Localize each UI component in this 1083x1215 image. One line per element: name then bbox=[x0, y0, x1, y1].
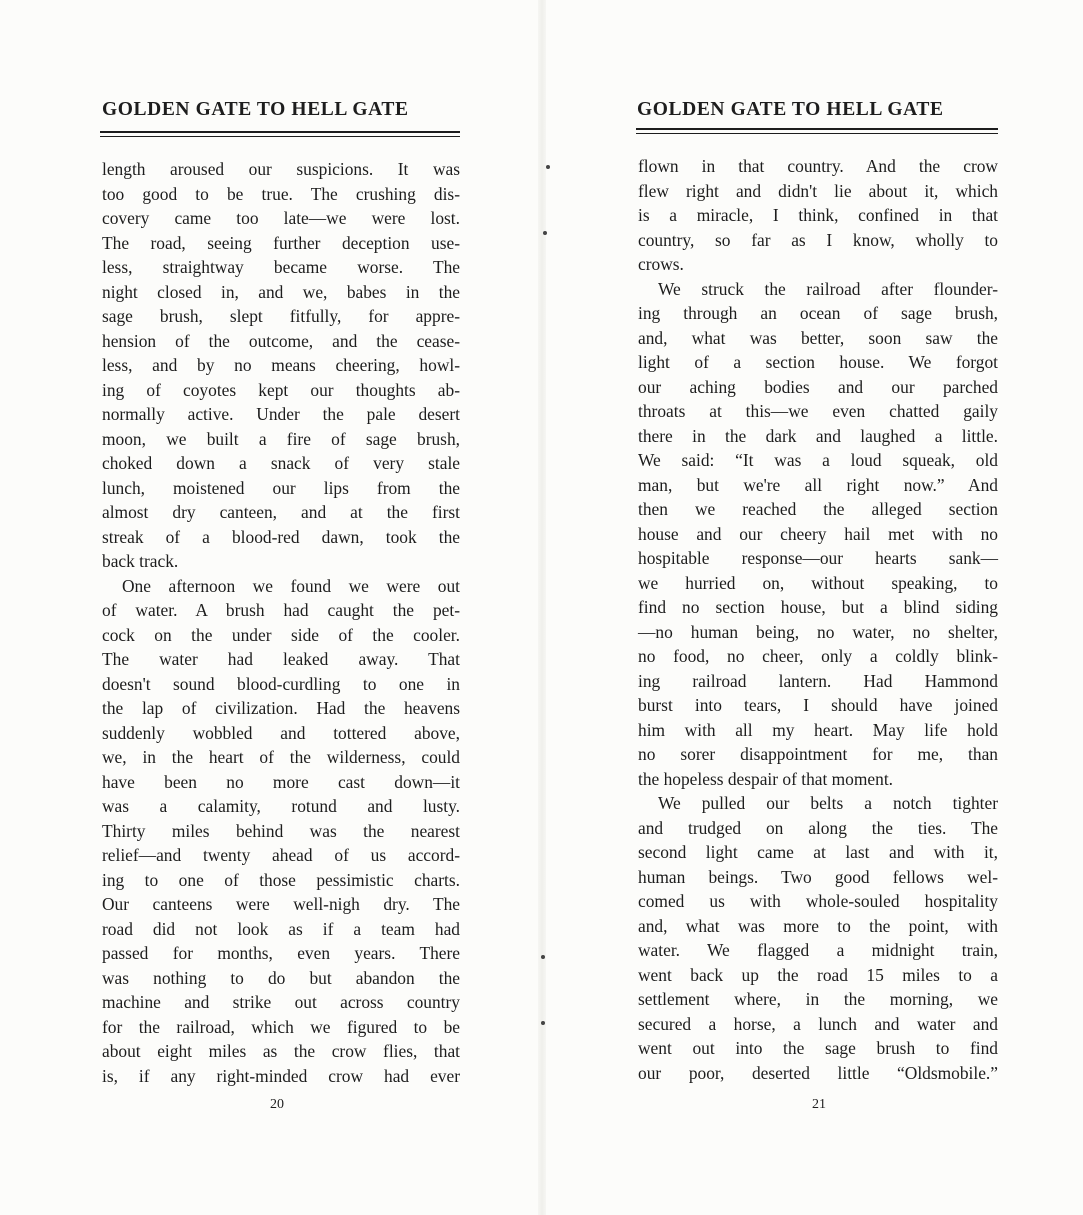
text-line: almost dry canteen, and at the first bbox=[102, 502, 460, 522]
text-line: and, what was more to the point, with bbox=[638, 915, 998, 936]
text-line: country, so far as I know, wholly to bbox=[638, 229, 998, 250]
text-line: comed us with whole-souled hospitality bbox=[638, 891, 998, 911]
text-line: streak of a blood-red dawn, took the bbox=[102, 526, 460, 547]
text-line: relief—and twenty ahead of us accord- bbox=[102, 845, 460, 865]
text-line: light of a section house. We forgot bbox=[638, 352, 998, 372]
text-line: cock on the under side of the cooler. bbox=[102, 624, 460, 645]
text-line: ing to one of those pessimistic charts. bbox=[102, 869, 460, 890]
text-line: hospitable response—our hearts sank— bbox=[638, 548, 998, 568]
text-line: passed for months, even years. There bbox=[102, 943, 460, 963]
text-line: and, what was better, soon saw the bbox=[638, 327, 998, 348]
text-line: ing through an ocean of sage brush, bbox=[638, 303, 998, 323]
text-line: human beings. Two good fellows wel- bbox=[638, 866, 998, 887]
text-line: the hopeless despair of that moment. bbox=[638, 768, 894, 789]
text-line: ing of coyotes kept our thoughts ab- bbox=[102, 379, 460, 400]
text-line: moon, we built a fire of sage brush, bbox=[102, 428, 460, 449]
body-text bbox=[638, 154, 998, 1085]
text-line: find no section house, but a blind siding bbox=[638, 597, 998, 617]
text-line: water. We flagged a midnight train, bbox=[638, 940, 998, 960]
text-line: The water had leaked away. That bbox=[102, 649, 460, 669]
text-line: too good to be true. The crushing dis- bbox=[102, 183, 460, 204]
text-line: him with all my heart. May life hold bbox=[638, 719, 998, 740]
text-line: less, straightway became worse. The bbox=[102, 257, 460, 277]
text-line: The road, seeing further deception use- bbox=[102, 232, 460, 253]
text-line: and trudged on along the ties. The bbox=[638, 817, 998, 838]
text-line: less, and by no means cheering, howl- bbox=[102, 355, 460, 375]
text-line: went back up the road 15 miles to a bbox=[638, 964, 998, 985]
text-line: We struck the railroad after flounder- bbox=[658, 278, 998, 299]
page-number: 20 bbox=[270, 1097, 284, 1112]
text-line: choked down a snack of very stale bbox=[102, 453, 460, 473]
text-line: we, in the heart of the wilderness, could bbox=[102, 747, 460, 767]
gutter-speck bbox=[541, 955, 545, 959]
text-line: flown in that country. And the crow bbox=[638, 156, 998, 176]
text-line: settlement where, in the morning, we bbox=[638, 989, 998, 1009]
text-line: crows. bbox=[638, 254, 684, 274]
page-number: 21 bbox=[812, 1097, 826, 1112]
text-line: back track. bbox=[102, 551, 179, 571]
text-line: road did not look as if a team had bbox=[102, 918, 460, 939]
text-line: One afternoon we found we were out bbox=[122, 575, 460, 596]
page-gutter bbox=[538, 0, 546, 1215]
text-line: suddenly wobbled and tottered above, bbox=[102, 722, 460, 743]
text-line: our poor, deserted little “Oldsmobile.” bbox=[638, 1062, 998, 1083]
text-line: was a calamity, rotund and lusty. bbox=[102, 796, 460, 816]
text-line: flew right and didn't lie about it, which bbox=[638, 180, 998, 201]
text-line: no food, no cheer, only a coldly blink- bbox=[638, 646, 998, 666]
text-line: our aching bodies and our parched bbox=[638, 376, 998, 397]
text-line: about eight miles as the crow flies, that bbox=[102, 1041, 460, 1061]
text-line: normally active. Under the pale desert bbox=[102, 404, 460, 424]
running-head: GOLDEN GATE TO HELL GATE bbox=[102, 99, 409, 120]
text-line: the lap of civilization. Had the heavens bbox=[102, 698, 460, 718]
text-line: no sorer disappointment for me, than bbox=[638, 744, 998, 764]
text-line: covery came too late—we were lost. bbox=[102, 208, 460, 228]
text-line: we hurried on, without speaking, to bbox=[638, 572, 998, 593]
body-text bbox=[102, 157, 460, 1088]
text-line: is, if any right-minded crow had ever bbox=[102, 1065, 460, 1086]
text-line: house and our cheery hail met with no bbox=[638, 523, 998, 544]
text-line: went out into the sage brush to find bbox=[638, 1038, 998, 1058]
text-line: for the railroad, which we figured to be bbox=[102, 1016, 460, 1037]
text-line: doesn't sound blood-curdling to one in bbox=[102, 673, 460, 694]
text-line: lunch, moistened our lips from the bbox=[102, 477, 460, 498]
text-line: throats at this—we even chatted gaily bbox=[638, 401, 998, 421]
text-line: of water. A brush had caught the pet- bbox=[102, 600, 460, 620]
text-line: second light came at last and with it, bbox=[638, 842, 998, 862]
text-line: then we reached the alleged section bbox=[638, 499, 998, 519]
text-line: was nothing to do but abandon the bbox=[102, 967, 460, 988]
right-page bbox=[546, 0, 1083, 1215]
text-line: We pulled our belts a notch tighter bbox=[658, 793, 998, 813]
text-line: man, but we're all right now.” And bbox=[638, 474, 998, 495]
running-head: GOLDEN GATE TO HELL GATE bbox=[637, 99, 944, 120]
text-line: ing railroad lantern. Had Hammond bbox=[638, 670, 998, 691]
text-line: sage brush, slept fitfully, for appre- bbox=[102, 306, 460, 326]
text-line: burst into tears, I should have joined bbox=[638, 695, 998, 715]
text-line: length aroused our suspicions. It was bbox=[102, 159, 460, 179]
header-double-rule bbox=[636, 128, 998, 134]
text-line: machine and strike out across country bbox=[102, 992, 460, 1012]
text-line: is a miracle, I think, confined in that bbox=[638, 205, 998, 225]
text-line: hension of the outcome, and the cease- bbox=[102, 330, 460, 351]
text-line: secured a horse, a lunch and water and bbox=[638, 1013, 998, 1034]
text-line: night closed in, and we, babes in the bbox=[102, 281, 460, 302]
text-line: —no human being, no water, no shelter, bbox=[638, 621, 998, 642]
text-line: Thirty miles behind was the nearest bbox=[102, 820, 460, 841]
header-double-rule bbox=[100, 131, 460, 137]
text-line: there in the dark and laughed a little. bbox=[638, 425, 998, 446]
text-line: have been no more cast down—it bbox=[102, 771, 460, 792]
text-line: Our canteens were well-nigh dry. The bbox=[102, 894, 460, 914]
text-line: We said: “It was a loud squeak, old bbox=[638, 450, 998, 470]
left-page bbox=[0, 0, 538, 1215]
gutter-speck bbox=[541, 1021, 545, 1025]
